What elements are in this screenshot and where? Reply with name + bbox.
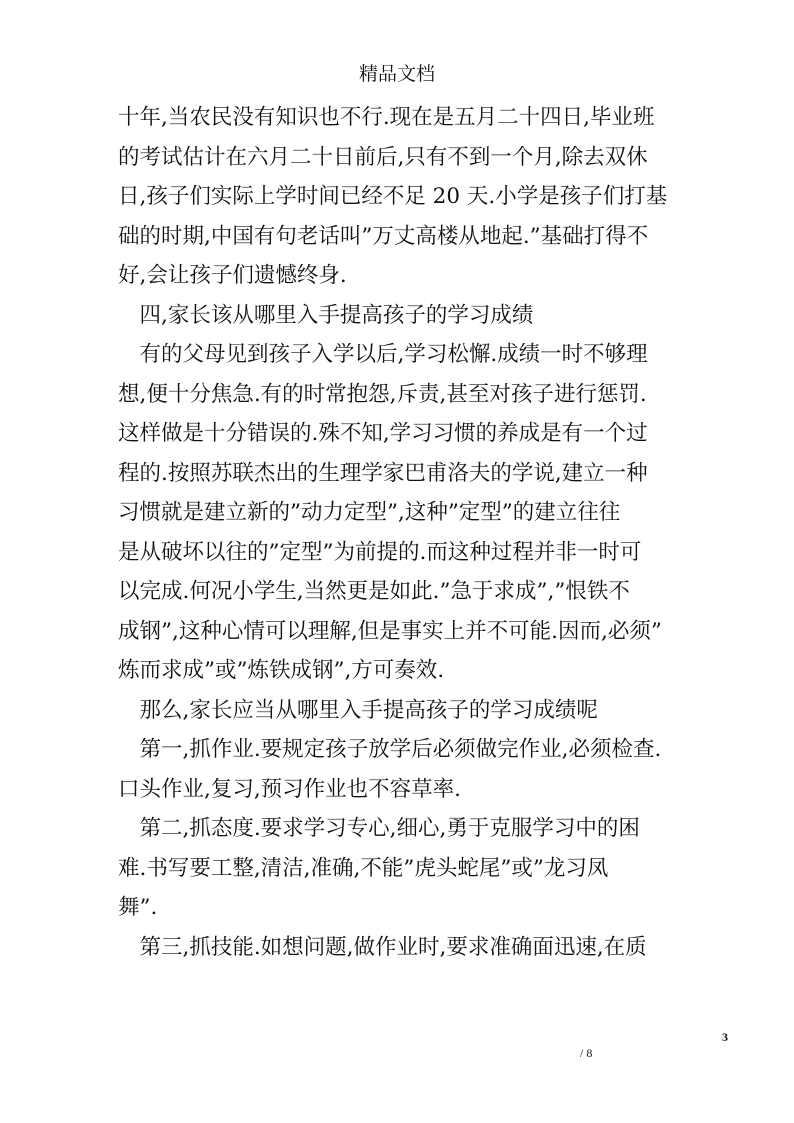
text-line: 以完成.何况小学生,当然更是如此.”急于求成”,”恨铁不 <box>118 579 630 604</box>
text-line: 有的父母见到孩子入学以后,学习松懈.成绩一时不够理 <box>118 342 648 367</box>
section-heading: 四,家长该从哪里入手提高孩子的学习成绩 <box>118 302 534 328</box>
text-line: 的考试估计在六月二十日前后,只有不到一个月,除去双休 <box>118 144 648 170</box>
text-line: 习惯就是建立新的”动力定型”,这种”定型”的建立往往 <box>118 500 621 525</box>
text-line: 想,便十分焦急.有的时常抱怨,斥责,甚至对孩子进行惩罚. <box>118 381 647 407</box>
page-total: / 8 <box>580 1046 593 1060</box>
page-header-title: 精品文档 <box>358 63 435 85</box>
text-line: 日,孩子们实际上学时间已经不足 20 天.小学是孩子们打基 <box>118 184 668 209</box>
text-line: 难.书写要工整,清洁,准确,不能”虎头蛇尾”或”龙习凤 <box>118 855 609 881</box>
text-line: 这样做是十分错误的.殊不知,学习习惯的养成是有一个过 <box>118 421 648 446</box>
text-line: 十年,当农民没有知识也不行.现在是五月二十四日,毕业班 <box>118 105 655 130</box>
text-line: 舞”. <box>118 895 158 920</box>
document-body <box>118 98 678 967</box>
text-line: 好,会让孩子们遗憾终身. <box>118 263 347 288</box>
text-line: 程的.按照苏联杰出的生理学家巴甫洛夫的学说,建立一种 <box>118 460 648 486</box>
text-line: 成钢”,这种心情可以理解,但是事实上并不可能.因而,必须” <box>118 618 662 644</box>
text-line: 炼而求成”或”炼铁成钢”,方可奏效. <box>118 658 445 683</box>
text-line: 口头作业,复习,预习作业也不容草率. <box>118 776 462 802</box>
text-line: 那么,家长应当从哪里入手提高孩子的学习成绩呢 <box>118 697 598 723</box>
text-line: 第一,抓作业.要规定孩子放学后必须做完作业,必须检查. <box>118 737 662 762</box>
text-line: 是从破坏以往的”定型”为前提的.而这种过程并非一时可 <box>118 539 642 565</box>
text-line: 础的时期,中国有句老话叫”万丈高楼从地起.”基础打得不 <box>118 223 649 249</box>
page-number: 3 <box>722 1030 728 1044</box>
text-line: 第三,抓技能.如想问题,做作业时,要求准确面迅速,在质 <box>118 934 647 960</box>
text-line: 第二,抓态度.要求学习专心,细心,勇于克服学习中的困 <box>118 816 640 841</box>
